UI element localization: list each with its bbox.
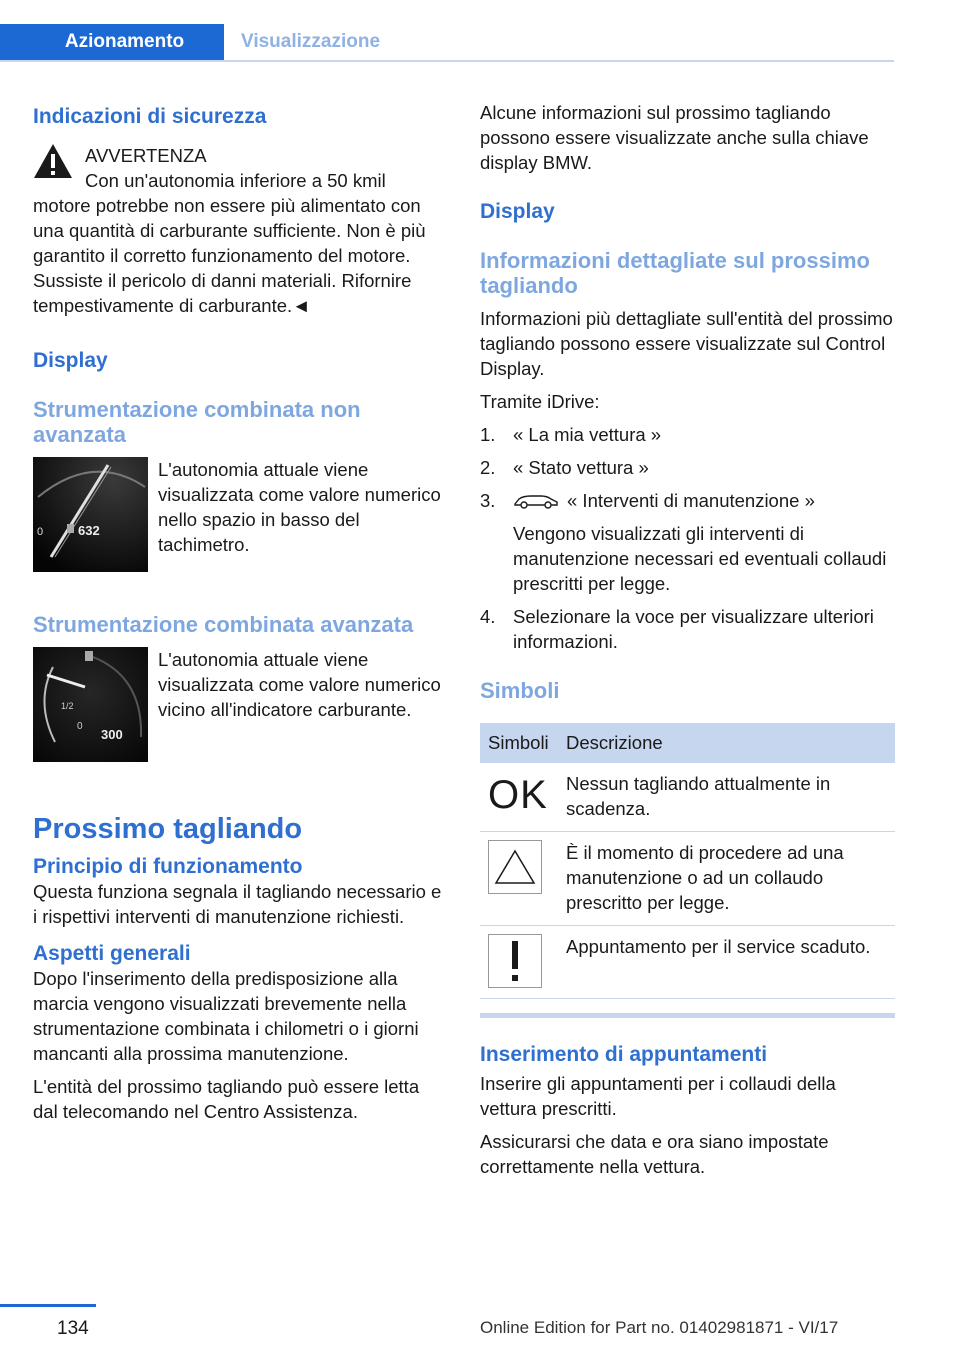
idrive-steps <box>480 422 894 654</box>
appointments-text-1: Inserire gli appuntamenti per i collaudi della vettura prescritti. <box>480 1073 836 1119</box>
gauge-range-value: 300 <box>101 727 123 742</box>
right-column <box>480 100 894 1179</box>
principle-heading: Principio di funzionamento <box>33 855 303 878</box>
step-number: 4. <box>480 606 496 627</box>
adv-cluster-text: L'autonomia attuale viene visualizzata come valore numerico vicino all'indicatore carburante. <box>158 649 441 720</box>
footer-accent-line <box>0 1304 96 1307</box>
edition-note: Online Edition for Part no. 01402981871 - VI/17 <box>480 1318 839 1337</box>
fuel-pump-icon <box>67 524 74 533</box>
car-service-icon <box>513 493 559 509</box>
tab-underline <box>0 60 894 62</box>
step-text: « Stato vettura » <box>513 457 649 478</box>
adv-cluster-figure <box>33 647 447 762</box>
tab-visualizzazione[interactable]: Visualizzazione <box>241 31 381 52</box>
step-number: 1. <box>480 424 496 445</box>
gauge-range-value: 632 <box>78 523 100 538</box>
symbol-cell <box>480 832 558 926</box>
speedometer-icon <box>33 457 148 572</box>
display-heading-left: Display <box>33 349 108 372</box>
symbol-cell <box>480 763 558 832</box>
step-text: « Interventi di manutenzione » <box>567 490 815 511</box>
adv-cluster-heading: Strumentazione combinata avanzata <box>33 612 414 637</box>
warning-triangle-icon <box>488 840 542 894</box>
symbol-cell <box>480 926 558 999</box>
symbols-heading: Simboli <box>480 678 560 703</box>
principle-text: Questa funziona segnala il tagliando necessario e i rispettivi interventi di manutenzione richiesti. <box>33 881 442 927</box>
desc-cell: Appuntamento per il service scaduto. <box>558 926 895 999</box>
col-symbol-header: Simboli <box>480 723 558 763</box>
step-item <box>480 455 894 480</box>
left-column <box>33 100 447 1124</box>
gauge-zero-label: 0 <box>37 526 44 538</box>
adv-gauge-image <box>33 647 148 762</box>
general-text-2: L'entità del prossimo tagliando può essere letta dal telecomando nel Centro Assistenza. <box>33 1076 420 1122</box>
step-number: 2. <box>480 457 496 478</box>
gauge-zero-label: 0 <box>77 721 83 732</box>
table-row <box>480 832 895 926</box>
triangle-outline-icon <box>493 848 537 886</box>
page-number: 134 <box>57 1318 89 1339</box>
step-text: Selezionare la voce per visualizzare ulteriori informazioni. <box>513 606 874 652</box>
desc-cell: È il momento di procedere ad una manutenzione o ad un collaudo prescritto per legge. <box>558 832 895 926</box>
basic-cluster-heading: Strumentazione combinata non avanzata <box>33 397 361 447</box>
desc-cell: Nessun tagliando attualmente in scadenza. <box>558 763 895 832</box>
idrive-text: Tramite iDrive: <box>480 391 600 412</box>
table-header-row <box>480 723 895 763</box>
step-item <box>480 488 894 596</box>
table-row <box>480 763 895 832</box>
detail-heading: Informazioni dettagliate sul prossimo tagliando <box>480 248 870 298</box>
warning-label: AVVERTENZA <box>85 145 207 166</box>
appointments-text-2: Assicurarsi che data e ora siano impostate correttamente nella vettura. <box>480 1131 829 1177</box>
step-text: « La mia vettura » <box>513 424 662 445</box>
step-subtext: Vengono visualizzati gli interventi di manutenzione necessari ed eventuali collaudi prescritti per legge. <box>513 523 887 594</box>
general-heading: Aspetti generali <box>33 942 191 965</box>
detail-text: Informazioni più dettagliate sull'entità del prossimo tagliando possono essere visualizzate sul Control Display. <box>480 308 893 379</box>
table-row <box>480 926 895 999</box>
step-number: 3. <box>480 490 496 511</box>
chapter-tabs <box>0 24 894 62</box>
col-desc-header: Descrizione <box>558 723 895 763</box>
gauge-half-label: 1/2 <box>61 701 74 711</box>
step-item <box>480 422 894 447</box>
general-text-1: Dopo l'inserimento della predisposizione alla marcia vengono visualizzati brevemente nella strumentazione combinata i chilometri o i giorni mancanti alla prossima manutenzione. <box>33 968 419 1064</box>
warning-triangle-icon <box>33 143 73 179</box>
exclamation-icon <box>488 934 542 988</box>
fuel-gauge-icon <box>33 647 148 762</box>
basic-gauge-image <box>33 457 148 572</box>
appointments-heading: Inserimento di appuntamenti <box>480 1043 768 1066</box>
fuel-pump-icon <box>85 651 93 661</box>
safety-heading: Indicazioni di sicurezza <box>33 105 267 128</box>
step-item <box>480 604 894 654</box>
service-heading: Prossimo tagliando <box>33 813 303 845</box>
display-heading-right: Display <box>480 200 555 223</box>
symbols-table <box>480 723 895 999</box>
table-end-rule <box>480 1013 895 1018</box>
exclamation-mark-icon <box>508 939 522 983</box>
basic-cluster-text: L'autonomia attuale viene visualizzata come valore numerico nello spazio in basso del tachimetro. <box>158 459 441 555</box>
basic-cluster-figure <box>33 457 447 572</box>
warning-block <box>33 139 447 318</box>
tab-azionamento[interactable]: Azionamento <box>0 24 224 60</box>
ok-icon: OK <box>488 773 548 817</box>
warning-text: Con un'autonomia inferiore a 50 kmil motore potrebbe non essere più alimentato con una quantità di carburante sufficiente. Non è più garantito il corretto funzionamento del motore. Sussiste il pericolo di danni materiali. Rifornire tempestivamente di carburante.◄ <box>33 170 426 316</box>
intro-text: Alcune informazioni sul prossimo tagliando possono essere visualizzate anche sulla chiave display BMW. <box>480 102 869 173</box>
